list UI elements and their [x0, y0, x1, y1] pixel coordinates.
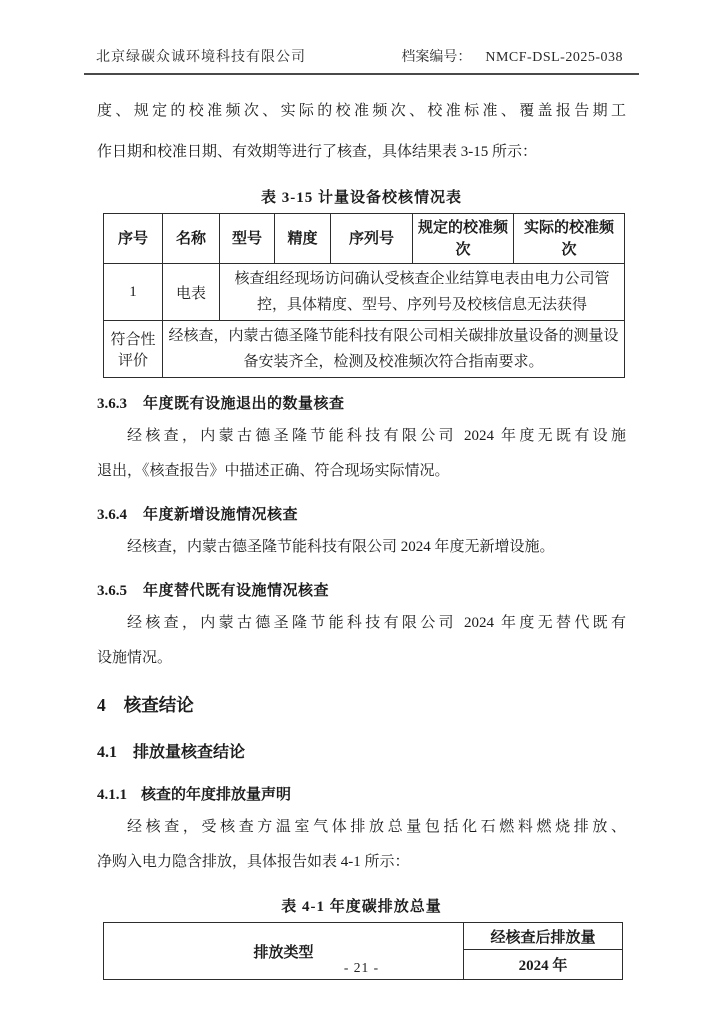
section-364-paragraph: [97, 530, 626, 565]
section-number: 3.6.5: [97, 583, 127, 599]
paragraph-line: 净购入电力隐含排放，具体报告如表 4-1 所示：: [97, 854, 410, 870]
col-header-model: 型号: [220, 214, 275, 264]
table-row: [104, 264, 625, 321]
section-365-paragraph: [97, 606, 626, 676]
section-number: 4: [97, 695, 106, 715]
section-heading-364: [97, 503, 626, 524]
col-header-serial: 序列号: [331, 214, 413, 264]
col-header-name: 名称: [163, 214, 220, 264]
section-title: 年度替代既有设施情况核查: [143, 583, 330, 599]
paragraph-line: 设施情况。: [97, 650, 173, 666]
section-heading-41: [97, 739, 626, 762]
archive-label: 档案编号：: [401, 50, 472, 65]
page-header: [84, 0, 639, 75]
section-title: 排放量核查结论: [133, 744, 246, 761]
section-411-paragraph: [97, 810, 626, 880]
page-content: [97, 91, 626, 980]
cell-emission-type: 排放类型: [104, 923, 464, 980]
archive-number-group: [401, 46, 639, 66]
table-3-15: [103, 213, 625, 378]
table-4-1-title: 表 4-1 年度碳排放总量: [281, 899, 442, 915]
paragraph-line: 退出，《核查报告》中描述正确、符合现场实际情况。: [97, 463, 450, 479]
section-number: 3.6.4: [97, 507, 127, 523]
col-header-seq: 序号: [104, 214, 163, 264]
section-title: 年度既有设施退出的数量核查: [143, 396, 345, 412]
section-heading-411: [97, 783, 626, 804]
section-number: 4.1.1: [97, 787, 127, 803]
col-header-required-freq: 规定的校准频次: [413, 214, 514, 264]
cell-conformity-label: 符合性评价: [104, 321, 163, 378]
section-title: 核查结论: [123, 695, 194, 715]
cell-year: 2024 年: [464, 950, 623, 980]
section-363-paragraph: [97, 419, 626, 489]
intro-paragraph: [97, 91, 626, 173]
archive-number: NMCF-DSL-2025-038: [485, 50, 623, 65]
table-3-15-title: 表 3-15 计量设备校核情况表: [261, 190, 462, 206]
paragraph-line: 度、规定的校准频次、实际的校准频次、校准标准、覆盖报告期工: [97, 103, 626, 119]
section-heading-365: [97, 579, 626, 600]
paragraph-line: 经核查，内蒙古德圣隆节能科技有限公司 2024 年度无新增设施。: [127, 539, 555, 555]
table-header-row: [104, 214, 625, 264]
table-row: [104, 321, 625, 378]
cell-verified-emission-header: 经核查后排放量: [464, 923, 623, 950]
col-header-actual-freq: 实际的校准频次: [514, 214, 625, 264]
section-number: 3.6.3: [97, 396, 127, 412]
paragraph-line: 作日期和校准日期、有效期等进行了核查，具体结果表 3-15 所示：: [97, 144, 537, 160]
col-header-accuracy: 精度: [275, 214, 331, 264]
table-row: [104, 923, 623, 950]
cell-conformity-note: 经核查，内蒙古德圣隆节能科技有限公司相关碳排放量设备的测量设备安装齐全，检测及校准频次符合指南要求。: [163, 321, 625, 378]
section-title: 年度新增设施情况核查: [143, 507, 299, 523]
cell-note: 核查组经现场访问确认受核查企业结算电表由电力公司管控，具体精度、型号、序列号及校核信息无法获得: [220, 264, 625, 321]
section-heading-4: [97, 692, 626, 717]
paragraph-line: 经核查，受核查方温室气体排放总量包括化石燃料燃烧排放、: [127, 819, 626, 835]
cell-seq: 1: [104, 264, 163, 321]
cell-name: 电表: [163, 264, 220, 321]
paragraph-line: 经核查，内蒙古德圣隆节能科技有限公司 2024 年度无替代既有: [127, 615, 626, 631]
paragraph-line: 经核查，内蒙古德圣隆节能科技有限公司 2024 年度无既有设施: [127, 428, 626, 444]
page-number: - 21 -: [343, 960, 380, 975]
section-number: 4.1: [97, 744, 117, 761]
section-heading-363: [97, 392, 626, 413]
company-name: 北京绿碳众诚环境科技有限公司: [96, 50, 306, 65]
section-title: 核查的年度排放量声明: [141, 787, 292, 803]
